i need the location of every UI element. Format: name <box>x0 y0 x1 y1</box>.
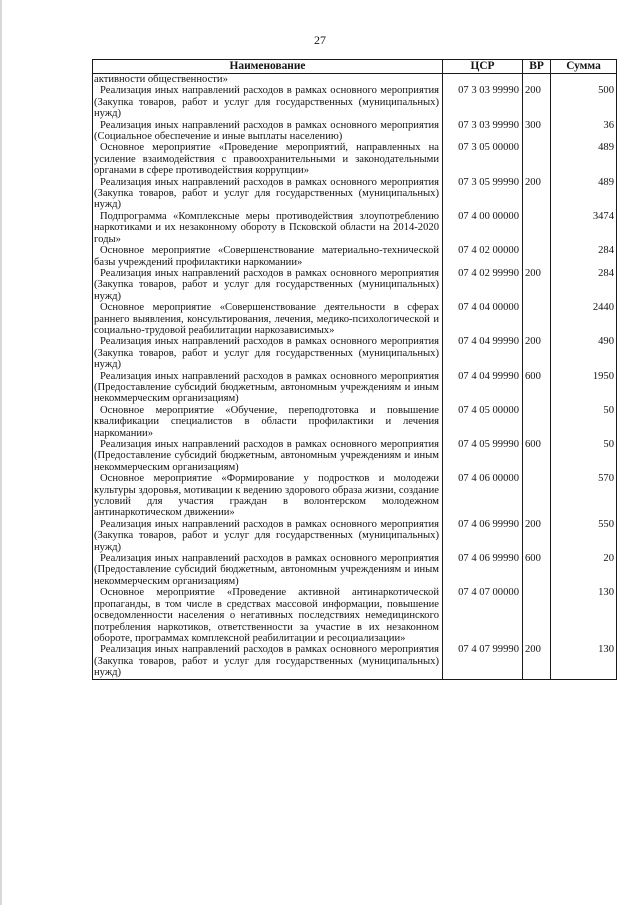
row-vr-cell: 600 <box>523 553 551 587</box>
table-row <box>93 644 617 679</box>
row-csr-cell: 07 3 03 99990 <box>443 120 523 143</box>
row-vr-cell <box>523 74 551 86</box>
table-row <box>93 142 617 176</box>
row-sum-cell: 130 <box>551 644 617 679</box>
table-header <box>93 60 617 74</box>
table-row <box>93 587 617 644</box>
row-csr-cell: 07 3 05 00000 <box>443 142 523 176</box>
row-sum-cell: 1950 <box>551 371 617 405</box>
page-edge <box>0 0 2 905</box>
row-csr-cell: 07 3 03 99990 <box>443 85 523 119</box>
header-sum: Сумма <box>551 60 617 74</box>
table-row <box>93 211 617 245</box>
row-csr-cell: 07 4 05 99990 <box>443 439 523 473</box>
row-csr-cell <box>443 74 523 86</box>
row-name-cell: Реализация иных направлений расходов в рамках основного мероприятия (Закупка товаров, работ и услуг для государственных (муниципальных) нужд) <box>93 644 443 679</box>
row-sum-cell: 570 <box>551 473 617 519</box>
row-name-cell: активности общественности» <box>93 74 443 86</box>
row-sum-cell: 20 <box>551 553 617 587</box>
row-csr-cell: 07 4 05 00000 <box>443 405 523 439</box>
row-sum-cell: 3474 <box>551 211 617 245</box>
row-sum-cell <box>551 74 617 86</box>
row-sum-cell: 550 <box>551 519 617 553</box>
row-sum-cell: 284 <box>551 245 617 268</box>
table-row <box>93 371 617 405</box>
row-name-cell: Основное мероприятие «Проведение активной антинаркотической пропаганды, в том числе в средствах массовой информации, повышение осведомленности населения о негативных последствиях немедицинского потребления наркотиков, ответственности за участие в их незаконном обороте, программах комплексной реабилитации и ресоциализации» <box>93 587 443 644</box>
row-vr-cell <box>523 587 551 644</box>
row-csr-cell: 07 4 06 99990 <box>443 519 523 553</box>
row-name-cell: Основное мероприятие «Обучение, переподготовка и повышение квалификации специалистов в области профилактики и лечения наркомании» <box>93 405 443 439</box>
row-name-cell: Реализация иных направлений расходов в рамках основного мероприятия (Предоставление субсидий бюджетным, автономным учреждениям и иным некоммерческим организациям) <box>93 439 443 473</box>
row-sum-cell: 489 <box>551 142 617 176</box>
header-name: Наименование <box>93 60 443 74</box>
row-sum-cell: 36 <box>551 120 617 143</box>
row-csr-cell: 07 4 02 00000 <box>443 245 523 268</box>
table-row <box>93 336 617 370</box>
table-row <box>93 473 617 519</box>
row-sum-cell: 500 <box>551 85 617 119</box>
row-name-cell: Реализация иных направлений расходов в рамках основного мероприятия (Закупка товаров, работ и услуг для государственных (муниципальных) нужд) <box>93 268 443 302</box>
row-sum-cell: 50 <box>551 405 617 439</box>
table-row <box>93 120 617 143</box>
table-row <box>93 302 617 336</box>
row-vr-cell <box>523 245 551 268</box>
row-csr-cell: 07 3 05 99990 <box>443 177 523 211</box>
row-csr-cell: 07 4 04 99990 <box>443 371 523 405</box>
table-row <box>93 177 617 211</box>
row-vr-cell: 200 <box>523 336 551 370</box>
row-csr-cell: 07 4 04 00000 <box>443 302 523 336</box>
row-vr-cell: 200 <box>523 177 551 211</box>
row-name-cell: Подпрограмма «Комплексные меры противодействия злоупотреблению наркотиками и их незаконному обороту в Псковской области на 2014-2020 годы» <box>93 211 443 245</box>
table-body <box>93 74 617 680</box>
row-vr-cell <box>523 142 551 176</box>
table-row <box>93 245 617 268</box>
row-vr-cell: 200 <box>523 268 551 302</box>
row-sum-cell: 489 <box>551 177 617 211</box>
row-vr-cell: 200 <box>523 85 551 119</box>
row-sum-cell: 50 <box>551 439 617 473</box>
row-name-cell: Реализация иных направлений расходов в рамках основного мероприятия (Закупка товаров, работ и услуг для государственных (муниципальных) нужд) <box>93 336 443 370</box>
row-csr-cell: 07 4 06 00000 <box>443 473 523 519</box>
row-name-cell: Реализация иных направлений расходов в рамках основного мероприятия (Предоставление субсидий бюджетным, автономным учреждениям и иным некоммерческим организациям) <box>93 553 443 587</box>
table-row <box>93 268 617 302</box>
row-vr-cell: 600 <box>523 439 551 473</box>
row-vr-cell: 300 <box>523 120 551 143</box>
row-name-cell: Реализация иных направлений расходов в рамках основного мероприятия (Социальное обеспечение и иные выплаты населению) <box>93 120 443 143</box>
table-row <box>93 85 617 119</box>
budget-table <box>92 59 617 680</box>
row-name-cell: Основное мероприятие «Совершенствование деятельности в сферах раннего выявления, консультирования, лечения, медико-психологической и социально-трудовой реабилитации наркозависимых» <box>93 302 443 336</box>
row-csr-cell: 07 4 02 99990 <box>443 268 523 302</box>
row-vr-cell <box>523 405 551 439</box>
row-sum-cell: 130 <box>551 587 617 644</box>
header-vr: ВР <box>523 60 551 74</box>
row-name-cell: Реализация иных направлений расходов в рамках основного мероприятия (Закупка товаров, работ и услуг для государственных (муниципальных) нужд) <box>93 177 443 211</box>
table-row <box>93 553 617 587</box>
row-vr-cell <box>523 473 551 519</box>
row-name-cell: Основное мероприятие «Формирование у подростков и молодежи культуры здоровья, мотивации к ведению здорового образа жизни, создание условий для участия граждан в волонтерском молодежном антинаркотическом движении» <box>93 473 443 519</box>
row-csr-cell: 07 4 06 99990 <box>443 553 523 587</box>
row-vr-cell: 200 <box>523 519 551 553</box>
table-row <box>93 439 617 473</box>
row-csr-cell: 07 4 07 99990 <box>443 644 523 679</box>
row-sum-cell: 2440 <box>551 302 617 336</box>
row-name-cell: Реализация иных направлений расходов в рамках основного мероприятия (Закупка товаров, работ и услуг для государственных (муниципальных) нужд) <box>93 519 443 553</box>
page-number: 27 <box>314 33 326 47</box>
row-csr-cell: 07 4 04 99990 <box>443 336 523 370</box>
table-row <box>93 74 617 86</box>
row-vr-cell: 200 <box>523 644 551 679</box>
row-name-cell: Реализация иных направлений расходов в рамках основного мероприятия (Закупка товаров, работ и услуг для государственных (муниципальных) нужд) <box>93 85 443 119</box>
row-csr-cell: 07 4 00 00000 <box>443 211 523 245</box>
row-name-cell: Основное мероприятие «Проведение мероприятий, направленных на усиление взаимодействия с правоохранительными и законодательными органами в сфере противодействия коррупции» <box>93 142 443 176</box>
row-sum-cell: 284 <box>551 268 617 302</box>
row-vr-cell <box>523 302 551 336</box>
row-sum-cell: 490 <box>551 336 617 370</box>
row-name-cell: Основное мероприятие «Совершенствование материально-технической базы учреждений профилактики наркомании» <box>93 245 443 268</box>
header-csr: ЦСР <box>443 60 523 74</box>
row-name-cell: Реализация иных направлений расходов в рамках основного мероприятия (Предоставление субсидий бюджетным, автономным учреждениям и иным некоммерческим организациям) <box>93 371 443 405</box>
row-vr-cell <box>523 211 551 245</box>
table-row <box>93 405 617 439</box>
row-csr-cell: 07 4 07 00000 <box>443 587 523 644</box>
table-row <box>93 519 617 553</box>
row-vr-cell: 600 <box>523 371 551 405</box>
